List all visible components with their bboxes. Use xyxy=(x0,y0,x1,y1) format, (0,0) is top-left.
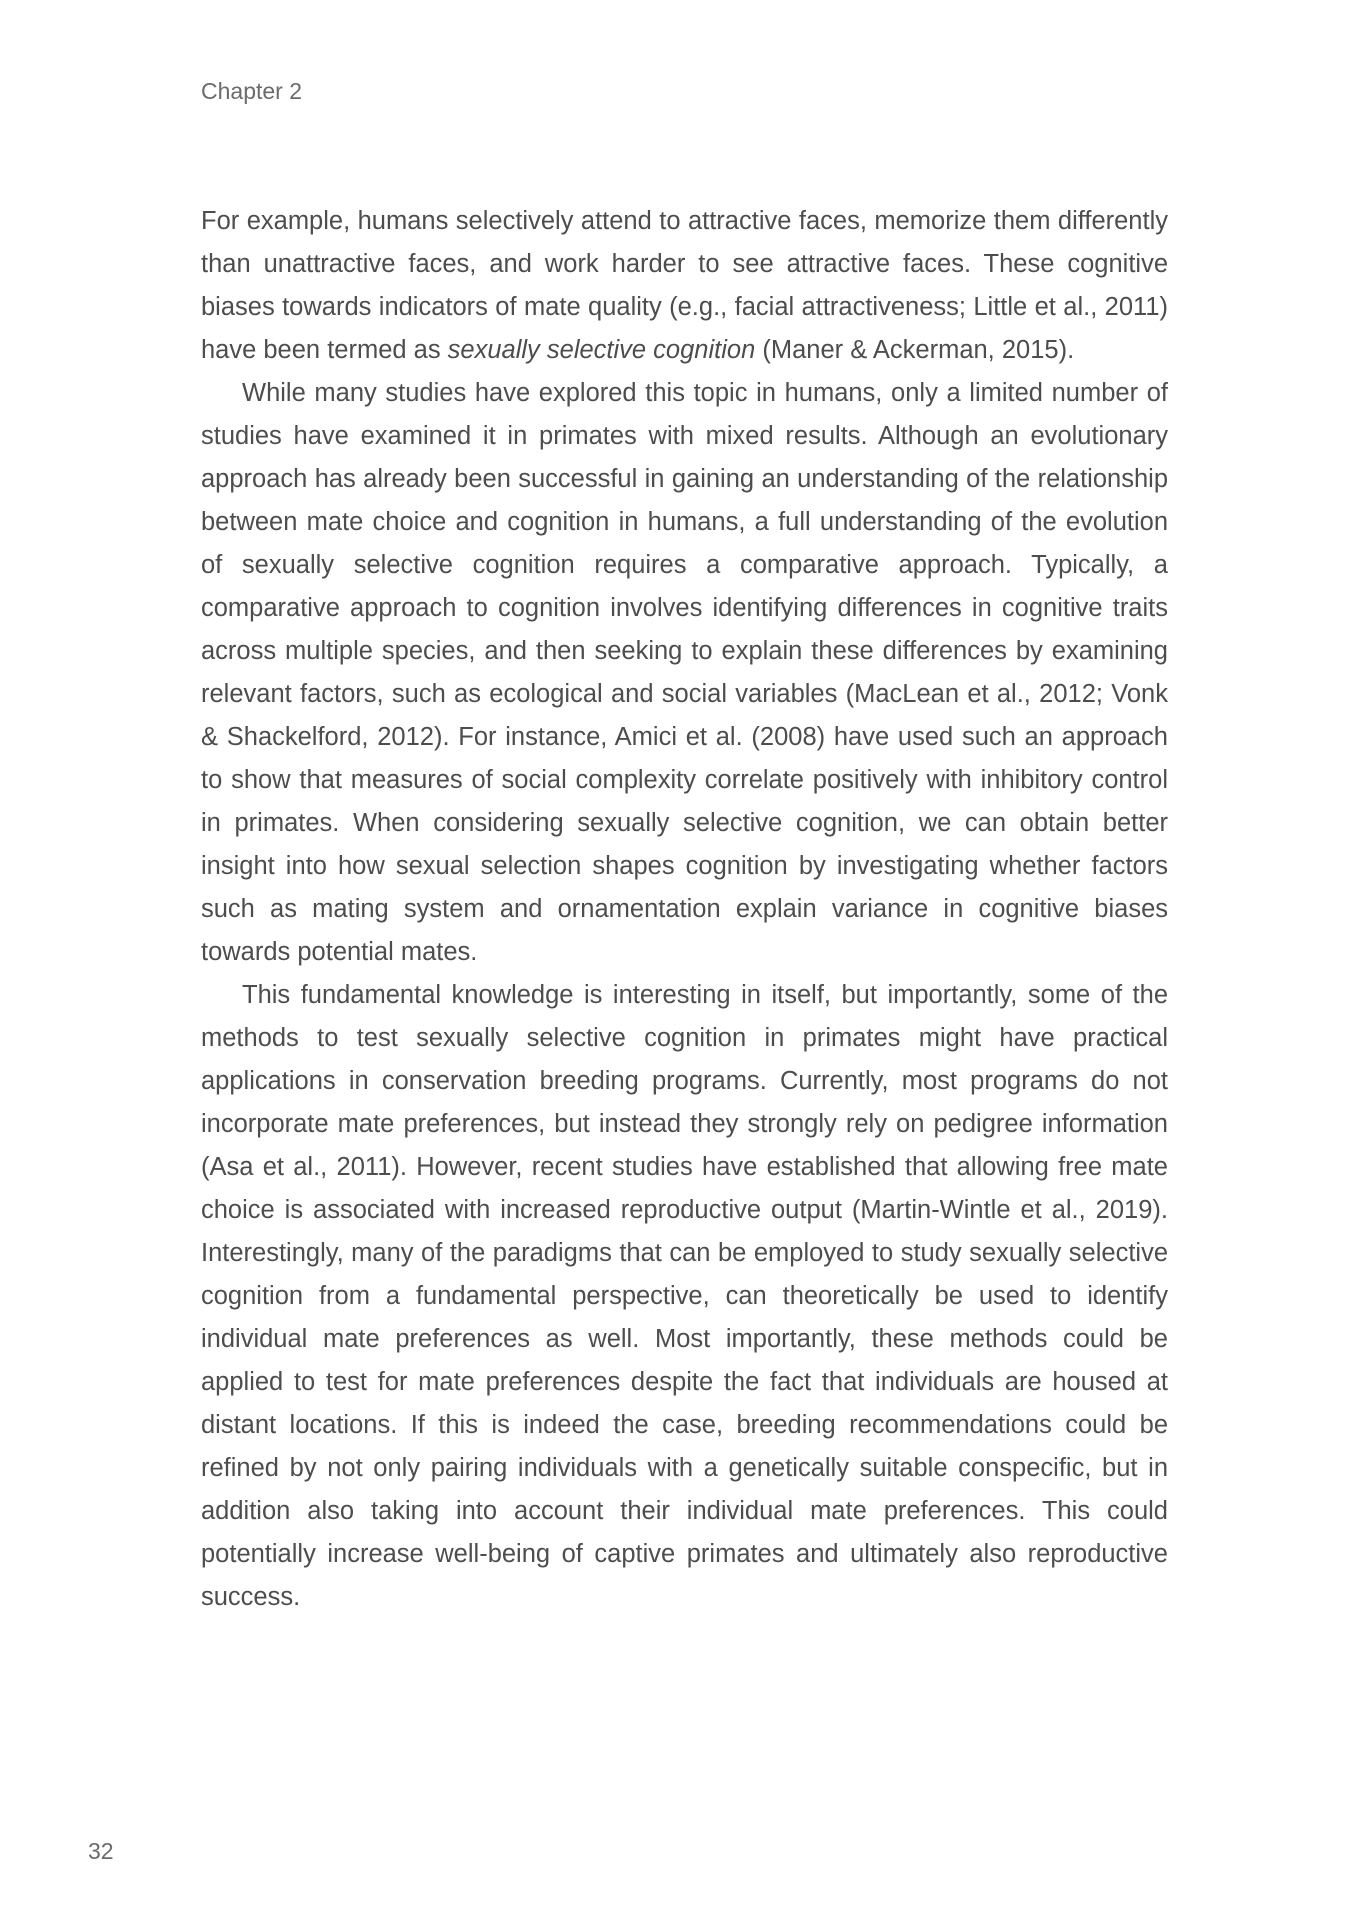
italic-term: sexually selective cognition xyxy=(447,336,756,364)
page-number: 32 xyxy=(88,1838,114,1864)
paragraph-2: While many studies have explored this topic in humans, only a limited number of studies have examined it in primates with mixed results. Although an evolutionary approach has already been successful in gaining an understanding of the relationship between mate choice and cognition in humans, a full understanding of the evolution of sexually selective cognition requires a comparative approach. Typically, a comparative approach to cognition involves identifying differences in cognitive traits across multiple species, and then seeking to explain these differences by examining relevant factors, such as ecological and social variables (MacLean et al., 2012; Vonk & Shackelford, 2012). For instance, Amici et al. (2008) have used such an approach to show that measures of social complexity correlate positively with inhibitory control in primates. When considering sexually selective cognition, we can obtain better insight into how sexual selection shapes cognition by investigating whether factors such as mating system and ornamentation explain variance in cognitive biases towards potential mates. xyxy=(201,379,1168,966)
paragraph-1-citation: (Maner & Ackerman, 2015). xyxy=(755,336,1075,364)
paragraph-1 xyxy=(201,200,1168,372)
body-text xyxy=(201,200,1168,1619)
paragraph-1-text: For example, humans selectively attend to attractive faces, memorize them differently than unattractive faces, and work harder to see attractive faces. These cognitive biases towards indicators of mate quality (e.g., facial attractiveness; Little et al., 2011) have been termed as xyxy=(201,207,1168,364)
running-header: Chapter 2 xyxy=(201,78,303,104)
paragraph-3: This fundamental knowledge is interesting in itself, but importantly, some of the methods to test sexually selective cognition in primates might have practical applications in conservation breeding programs. Currently, most programs do not incorporate mate preferences, but instead they strongly rely on pedigree information (Asa et al., 2011). However, recent studies have established that allowing free mate choice is associated with increased reproductive output (Martin-Wintle et al., 2019). Interestingly, many of the paradigms that can be employed to study sexually selective cognition from a fundamental perspective, can theoretically be used to identify individual mate preferences as well. Most importantly, these methods could be applied to test for mate preferences despite the fact that individuals are housed at distant locations. If this is indeed the case, breeding recommendations could be refined by not only pairing individuals with a genetically suitable conspecific, but in addition also taking into account their individual mate preferences. This could potentially increase well-being of captive primates and ultimately also reproductive success. xyxy=(201,981,1168,1611)
